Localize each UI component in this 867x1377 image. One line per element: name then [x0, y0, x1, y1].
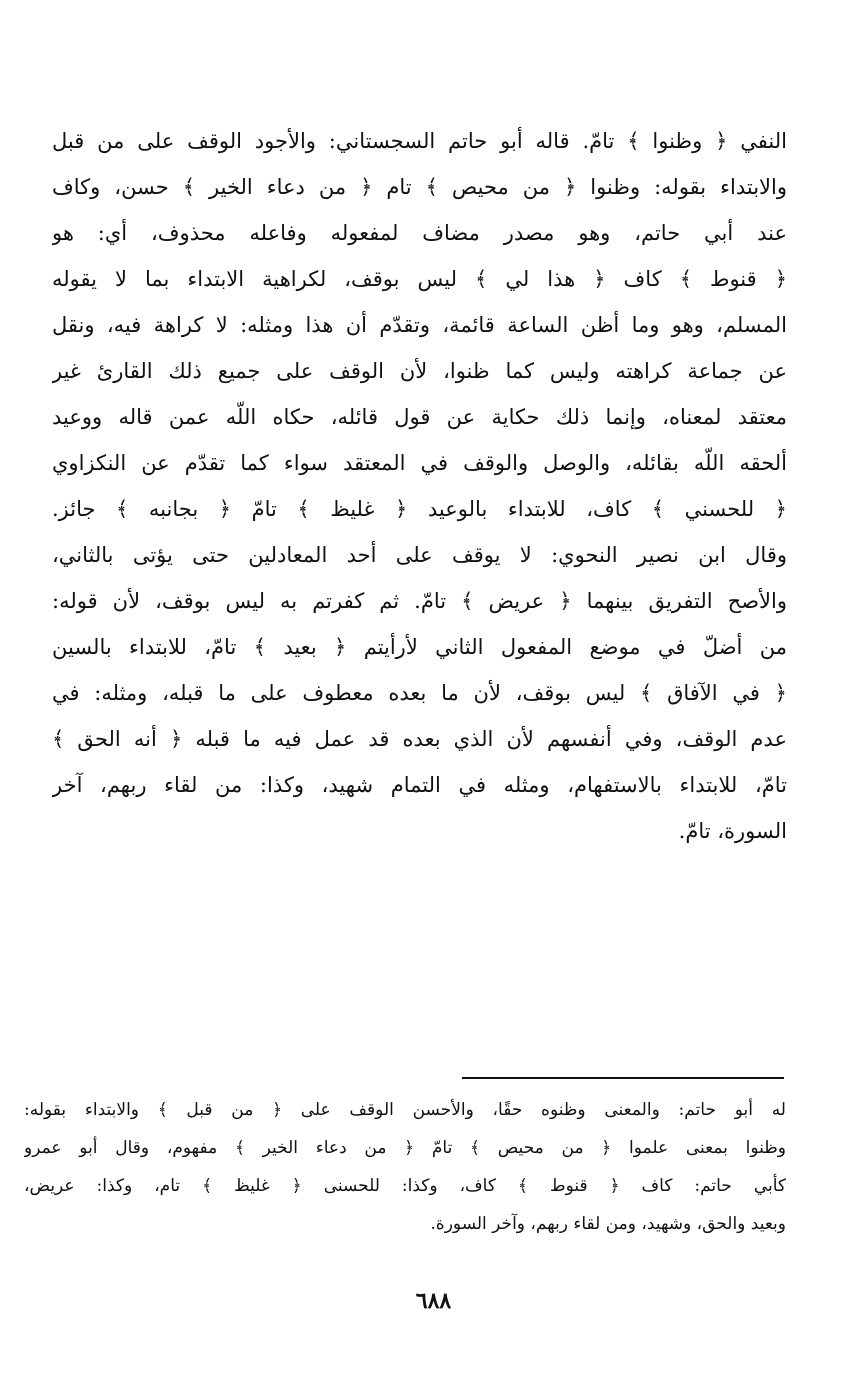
main-text-block [52, 118, 787, 854]
main-text-line: ﴿ في الآفاق ﴾ ليس بوقف، لأن ما بعده معطوف على ما قبله، ومثله: في [52, 681, 787, 705]
main-text-line: ألحقه اللّه بقائله، والوصل والوقف في المعتقد سواء كما تقدّم عن النكزاوي [52, 451, 787, 475]
page-number: ٦٨٨ [415, 1288, 452, 1314]
main-text-line: والابتداء بقوله: وظنوا ﴿ من محيص ﴾ تام ﴿ من دعاء الخير ﴾ حسن، وكاف [52, 175, 787, 199]
footnotes-block [24, 1091, 786, 1243]
footnote-line: كأبي حاتم: كاف ﴿ قنوط ﴾ كاف، وكذا: للحسنى ﴿ غليظ ﴾ تام، وكذا: عريض، [24, 1176, 786, 1196]
main-text-line: ﴿ قنوط ﴾ كاف ﴿ هذا لي ﴾ ليس بوقف، لكراهية الابتداء بما لا يقوله [52, 267, 787, 291]
main-text-line: وقال ابن نصير النحوي: لا يوقف على أحد المعادلين حتى يؤتى بالثاني، [52, 543, 787, 567]
main-text-line: النفي ﴿ وظنوا ﴾ تامّ. قاله أبو حاتم السجستاني: والأجود الوقف على من قبل [52, 129, 787, 153]
footnote-divider [462, 1077, 784, 1079]
footnote-line: وظنوا بمعنى علموا ﴿ من محيص ﴾ تامّ ﴿ من دعاء الخير ﴾ مفهوم، وقال أبو عمرو [24, 1138, 786, 1158]
main-text-line: عن جماعة كراهته وليس كما ظنوا، لأن الوقف على جميع ذلك القارئ غير [52, 359, 787, 383]
main-text-line: المسلم، وهو وما أظن الساعة قائمة، وتقدّم أن هذا ومثله: لا كراهة فيه، ونقل [52, 313, 787, 337]
main-text-line: والأصح التفريق بينهما ﴿ عريض ﴾ تامّ. ثم كفرتم به ليس بوقف، لأن قوله: [52, 589, 787, 613]
main-text-line: السورة، تامّ. [678, 819, 787, 843]
main-text-line: عند أبي حاتم، وهو مصدر مضاف لمفعوله وفاعله محذوف، أي: هو [52, 221, 787, 245]
main-text-line: ﴿ للحسني ﴾ كاف، للابتداء بالوعيد ﴿ غليظ ﴾ تامّ ﴿ بجانبه ﴾ جائز. [52, 497, 787, 521]
main-text-line: عدم الوقف، وفي أنفسهم لأن الذي بعده قد عمل فيه ما قبله ﴿ أنه الحق ﴾ [52, 727, 787, 751]
footnote-line: له أبو حاتم: والمعنى وظنوه حقًا، والأحسن الوقف على ﴿ من قبل ﴾ والابتداء بقوله: [24, 1100, 786, 1120]
main-text-line: من أضلّ في موضع المفعول الثاني لأرأيتم ﴿ بعيد ﴾ تامّ، للابتداء بالسين [52, 635, 787, 659]
footnote-line: وبعيد والحق، وشهيد، ومن لقاء ربهم، وآخر السورة. [430, 1214, 786, 1234]
main-text-line: تامّ، للابتداء بالاستفهام، ومثله في التمام شهيد، وكذا: من لقاء ربهم، آخر [52, 773, 787, 797]
main-text-line: معتقد لمعناه، وإنما ذلك حكاية عن قول قائله، حكاه اللّه عمن قاله ووعيد [52, 405, 787, 429]
